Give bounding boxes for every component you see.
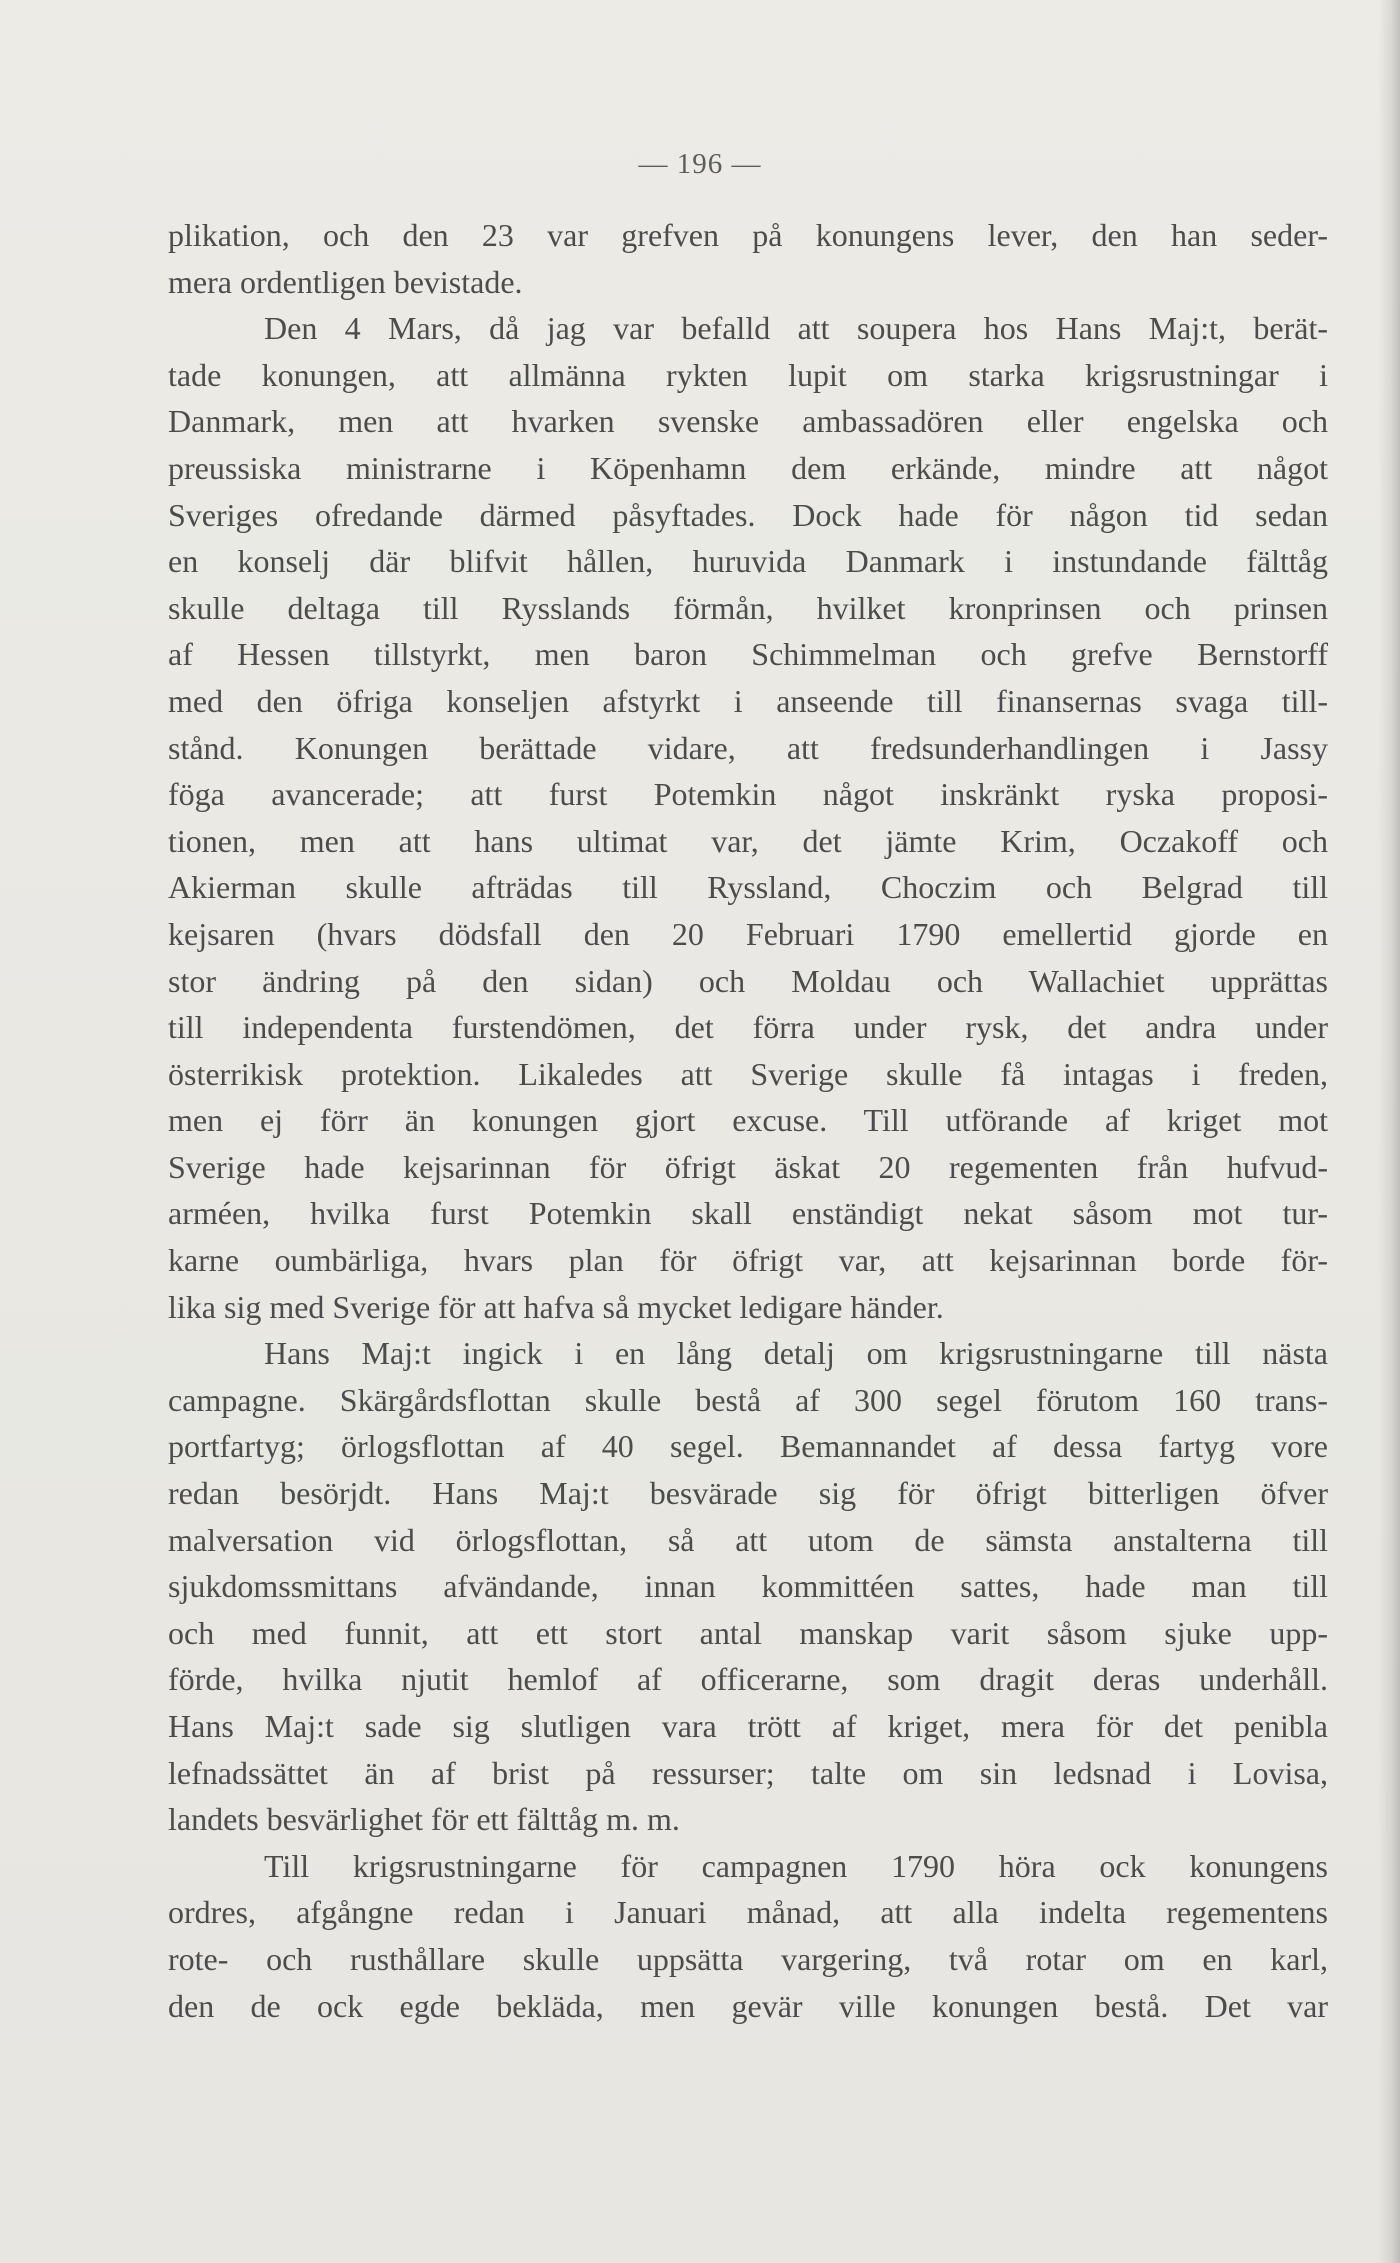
text-line: Den 4 Mars, då jag var befalld att soupera hos Hans Maj:t, berät-: [264, 310, 1328, 347]
text-line: Sveriges ofredande därmed påsyftades. Dock hade för någon tid sedan: [168, 496, 1328, 533]
text-line: den de ock egde bekläda, men gevär ville konungen bestå. Det var: [168, 1987, 1328, 2024]
text-line: campagne. Skärgårdsflottan skulle bestå af 300 segel förutom 160 trans-: [168, 1381, 1328, 1418]
text-line: en konselj där blifvit hållen, huruvida Danmark i instundande fälttåg: [168, 543, 1328, 580]
text-line: men ej förr än konungen gjort excuse. Till utförande af kriget mot: [168, 1102, 1328, 1139]
text-line: skulle deltaga till Rysslands förmån, hvilket kronprinsen och prinsen: [168, 589, 1328, 626]
text-line: kejsaren (hvars dödsfall den 20 Februari 1790 emellertid gjorde en: [168, 915, 1328, 952]
text-line: Hans Maj:t ingick i en lång detalj om krigsrustningarne till nästa: [264, 1335, 1328, 1372]
text-line: och med funnit, att ett stort antal manskap varit såsom sjuke upp-: [168, 1614, 1328, 1651]
text-line: österrikisk protektion. Likaledes att Sverige skulle få intagas i freden,: [168, 1055, 1328, 1092]
text-line: Akierman skulle afträdas till Ryssland, Choczim och Belgrad till: [168, 869, 1328, 906]
text-line: lefnadssättet än af brist på ressurser; talte om sin ledsnad i Lovisa,: [168, 1754, 1328, 1791]
text-line: förde, hvilka njutit hemlof af officerarne, som dragit deras underhåll.: [168, 1661, 1328, 1698]
text-line: lika sig med Sverige för att hafva så mycket ledigare händer.: [168, 1288, 944, 1325]
text-line: Danmark, men att hvarken svenske ambassadören eller engelska och: [168, 403, 1328, 440]
text-line: arméen, hvilka furst Potemkin skall enständigt nekat såsom mot tur-: [168, 1195, 1328, 1232]
text-line: mera ordentligen bevistade.: [168, 263, 523, 300]
text-line: af Hessen tillstyrkt, men baron Schimmelman och grefve Bernstorff: [168, 636, 1328, 673]
text-line: föga avancerade; att furst Potemkin något inskränkt ryska proposi-: [168, 776, 1328, 813]
text-line: portfartyg; örlogsflottan af 40 segel. Bemannandet af dessa fartyg vore: [168, 1428, 1328, 1465]
text-line: sjukdomssmittans afvändande, innan kommittéen sattes, hade man till: [168, 1568, 1328, 1605]
text-line: karne oumbärliga, hvars plan för öfrigt var, att kejsarinnan borde för-: [168, 1242, 1328, 1279]
text-line: redan besörjdt. Hans Maj:t besvärade sig för öfrigt bitterligen öfver: [168, 1475, 1328, 1512]
text-line: med den öfriga konseljen afstyrkt i anseende till finansernas svaga till-: [168, 682, 1328, 719]
text-line: tade konungen, att allmänna rykten lupit om starka krigsrustningar i: [168, 356, 1328, 393]
text-line: ordres, afgångne redan i Januari månad, att alla indelta regementens: [168, 1894, 1328, 1931]
body-text: [168, 212, 1328, 2029]
text-line: till independenta furstendömen, det förra under rysk, det andra under: [168, 1009, 1328, 1046]
text-line: rote- och rusthållare skulle uppsätta vargering, två rotar om en karl,: [168, 1940, 1328, 1977]
page-edge-shadow: [1378, 0, 1400, 2263]
text-line: plikation, och den 23 var grefven på konungens lever, den han seder-: [168, 217, 1328, 253]
text-line: landets besvärlighet för ett fälttåg m. m.: [168, 1801, 680, 1838]
text-line: stånd. Konungen berättade vidare, att fredsunderhandlingen i Jassy: [168, 729, 1328, 766]
text-line: stor ändring på den sidan) och Moldau och Wallachiet upprättas: [168, 962, 1328, 999]
text-line: Sverige hade kejsarinnan för öfrigt äskat 20 regementen från hufvud-: [168, 1148, 1328, 1185]
text-line: malversation vid örlogsflottan, så att utom de sämsta anstalterna till: [168, 1521, 1328, 1558]
text-line: preussiska ministrarne i Köpenhamn dem erkände, mindre att något: [168, 449, 1328, 486]
text-line: Till krigsrustningarne för campagnen 1790 höra ock konungens: [264, 1847, 1328, 1884]
text-line: Hans Maj:t sade sig slutligen vara trött af kriget, mera för det penibla: [168, 1708, 1328, 1744]
text-line: tionen, men att hans ultimat var, det jämte Krim, Oczakoff och: [168, 822, 1328, 859]
page-number: — 196 —: [638, 148, 762, 180]
